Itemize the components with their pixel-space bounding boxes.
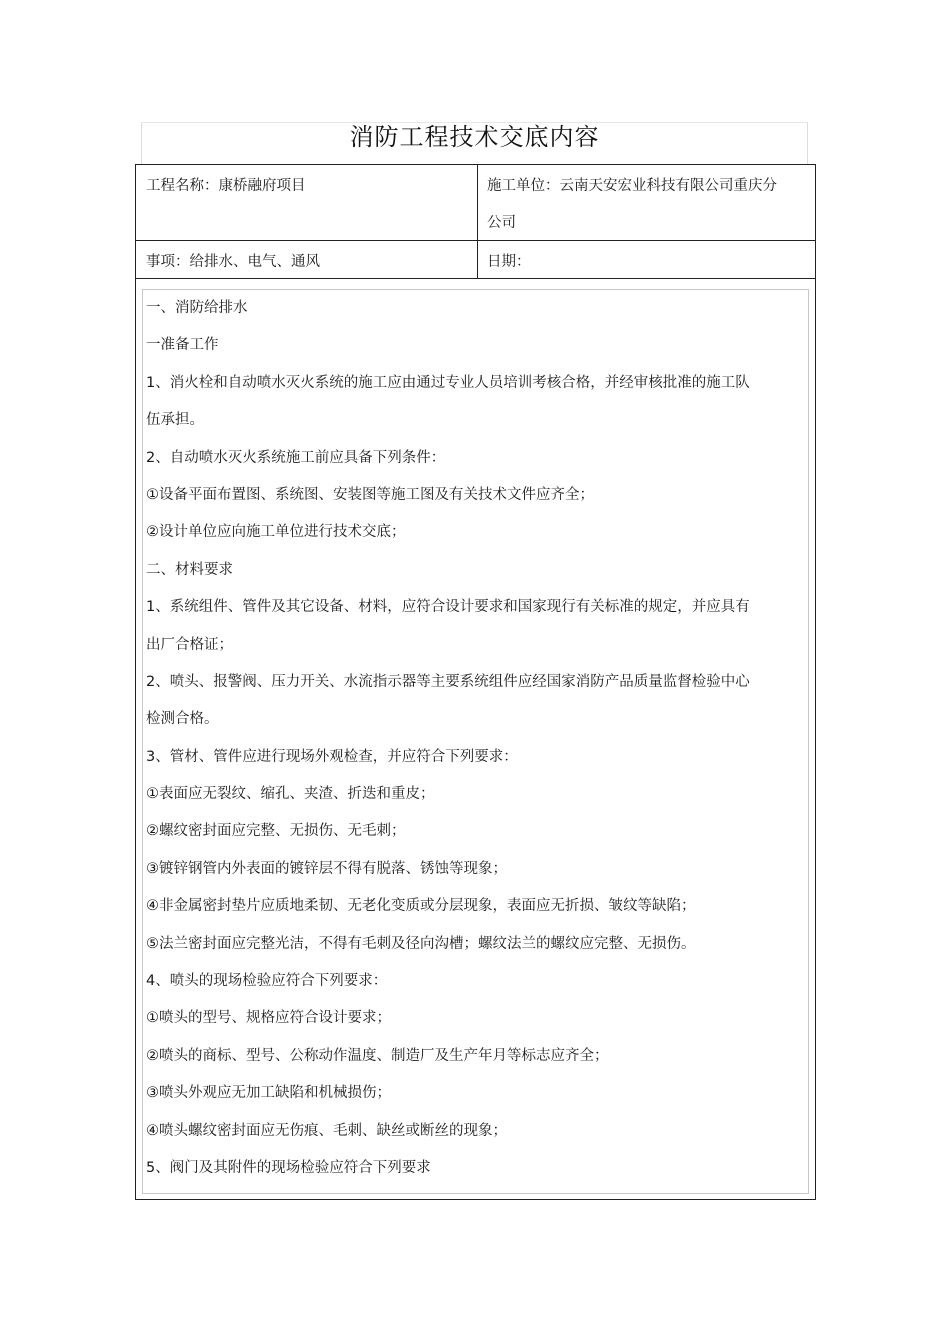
row-divider-1 <box>136 240 815 241</box>
content-line: ③喷头外观应无加工缺陷和机械损伤； <box>146 1085 391 1102</box>
content-line: 3、管材、管件应进行现场外观检查，并应符合下列要求： <box>146 748 518 765</box>
content-line: 1、消火栓和自动喷水灭火系统的施工应由通过专业人员培训考核合格，并经审核批准的施工队 <box>146 374 750 391</box>
title-box <box>141 122 808 164</box>
content-line: ①设备平面布置图、系统图、安装图等施工图及有关技术文件应齐全； <box>146 486 594 503</box>
content-line: 4、喷头的现场检验应符合下列要求： <box>146 973 388 990</box>
content-box <box>142 289 809 1194</box>
contractor-cell-line1: 施工单位：云南天安宏业科技有限公司重庆分 <box>487 178 777 194</box>
row-divider-2 <box>136 278 815 279</box>
item-cell: 事项：给排水、电气、通风 <box>146 254 320 270</box>
disclosure-table <box>135 164 816 1200</box>
contractor-cell-line2: 公司 <box>487 215 516 231</box>
content-line: ①表面应无裂纹、缩孔、夹渣、折迭和重皮； <box>146 786 435 803</box>
content-lines <box>146 290 808 1187</box>
content-line: ④喷头螺纹密封面应无伤痕、毛刺、缺丝或断丝的现象； <box>146 1122 507 1139</box>
document-title: 消防工程技术交底内容 <box>349 123 600 151</box>
content-line: 出厂合格证； <box>146 636 233 653</box>
column-divider <box>477 165 478 278</box>
project-name-cell: 工程名称：康桥融府项目 <box>146 178 306 194</box>
content-line: ②喷头的商标、型号、公称动作温度、制造厂及生产年月等标志应齐全； <box>146 1047 609 1064</box>
content-line: 2、喷头、报警阀、压力开关、水流指示器等主要系统组件应经国家消防产品质量监督检验中心 <box>146 673 750 690</box>
content-line: ⑤法兰密封面应完整光洁，不得有毛刺及径向沟槽；螺纹法兰的螺纹应完整、无损伤。 <box>146 935 696 952</box>
content-line: 检测合格。 <box>146 711 219 728</box>
content-line: ④非金属密封垫片应质地柔韧、无老化变质或分层现象，表面应无折损、皱纹等缺陷； <box>146 898 696 915</box>
content-line: ③镀锌钢管内外表面的镀锌层不得有脱落、锈蚀等现象； <box>146 860 507 877</box>
content-line: ①喷头的型号、规格应符合设计要求； <box>146 1010 391 1027</box>
content-line: 5、阀门及其附件的现场检验应符合下列要求 <box>146 1159 431 1176</box>
content-line: ②设计单位应向施工单位进行技术交底； <box>146 524 406 541</box>
content-line: 伍承担。 <box>146 412 204 429</box>
content-line: 一、消防给排水 <box>146 300 248 316</box>
content-line: ②螺纹密封面应完整、无损伤、无毛刺； <box>146 823 406 840</box>
content-line: 二、材料要求 <box>146 561 233 578</box>
date-cell: 日期： <box>487 254 531 270</box>
content-line: 一准备工作 <box>146 337 219 354</box>
content-line: 1、系统组件、管件及其它设备、材料，应符合设计要求和国家现行有关标准的规定，并应具有 <box>146 599 750 616</box>
content-line: 2、自动喷水灭火系统施工前应具备下列条件： <box>146 449 446 466</box>
